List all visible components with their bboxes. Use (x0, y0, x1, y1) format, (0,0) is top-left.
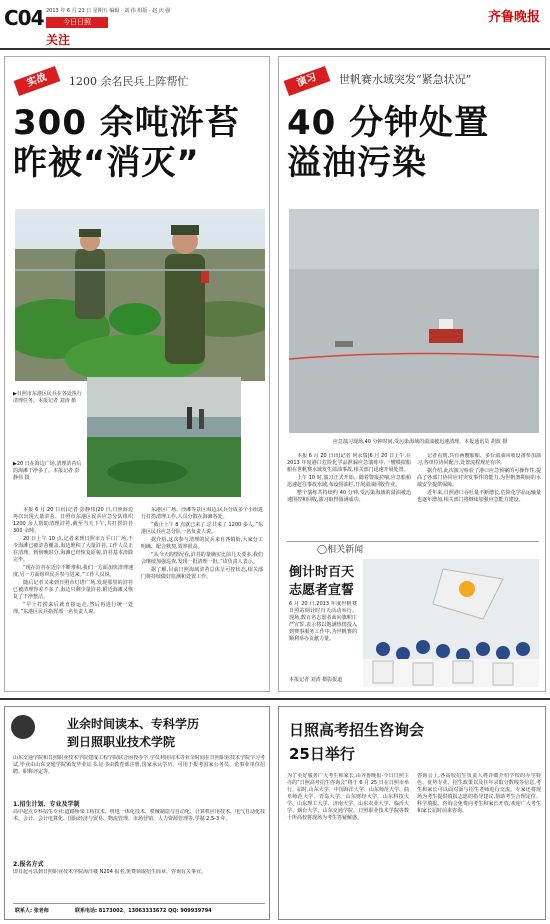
right-story (278, 56, 546, 692)
ad-section2-title: 2.报名方式 (13, 861, 44, 868)
ad-contact-person: 联系人: 张老师 (15, 908, 49, 914)
photo-caption: 应急演习现场,40 分钟时间,受污染海域的溢油被迅速清理。本报通讯员 胡波 摄 (333, 439, 508, 445)
page-header (0, 0, 550, 52)
left-story (4, 56, 270, 692)
ad-headline-line1: 业余时间读本、专科学历 (67, 717, 200, 731)
story-tab: 演习 (284, 66, 331, 96)
ad-contact-phone: 联系电话: 8173002、13063333672 QQ: 909939794 (75, 908, 212, 914)
section-divider (0, 698, 550, 700)
ad-divider (13, 903, 265, 904)
ad-section2-body: 即日起可以到日照职业技术学院海洋楼 N204 报名,免费领取招生简章、咨询有关事宜。 (13, 869, 207, 875)
ad-college (4, 706, 270, 920)
volunteers-photo (363, 559, 539, 687)
ad-headline-line2: 到日照职业技术学院 (67, 735, 176, 749)
ad-section1-title: 1.招生计划、专业及学制 (13, 801, 80, 808)
body-paragraph: 东港区广场、沙滩等景区海边,民兵分成多个小组进行打捞清理工作,人员分散在海滩各处。 (141, 507, 263, 520)
story-body-col2 (417, 453, 541, 537)
body-paragraph: 记者看到,共有两艘船舶、多台溢油回收设备参加演习,各单位协同配合,处置流程规范有序。 (417, 453, 541, 466)
photo1-caption: ▶日照市东港区民兵在各处执行清理任务。本报记者 刘涛 摄 (13, 391, 82, 404)
body-paragraph: “从今天的情况看,浒苔的量确实比前几天要多,我们会继续加强巡查,发现一批清理一批。”该负责人表示。 (141, 552, 263, 565)
caption-arrow-icon: ▶ (13, 391, 17, 397)
related-body: 6 月 20 日,2013 年度世帆赛日照站倒计时百天活动举行。现场,数百名志愿者面向旗帜庄严宣誓,表示将以饱满热情投入到赛事服务工作中,为世帆赛的顺利举办贡献力量。 (289, 601, 357, 642)
oil-spill-drill-photo (289, 209, 539, 433)
ad-headline-line2: 25日举行 (289, 745, 355, 763)
headline-line1: 40 分钟处置 (287, 103, 490, 143)
body-paragraph: 据介绍,此次演习检验了港口应急预案的可操作性,提高了各部门协同应对突发事件的能力,为世帆赛期间的水域安全提供保障。 (417, 468, 541, 488)
body-paragraph: “现在浒苔在近岸不断堆积,我们一方面加快清理速度,另一方面组织民兵参与进来。”工作人员说。 (13, 565, 133, 578)
ad-admission-fair (278, 706, 546, 920)
related-byline: 本报记者 刘涛 摄影报道 (289, 677, 343, 683)
section-tag: 今日日照 (46, 17, 108, 28)
body-paragraph: “早上打捞来后就直接运走,然后再进行统一处理。”东港区民兵指挥部一名负责人说。 (13, 602, 133, 615)
college-logo-icon (11, 715, 35, 739)
story-body-col1 (13, 507, 133, 687)
related-headline-line1: 倒计时百天 (289, 565, 355, 580)
body-paragraph: 近年来,日照港口吞吐量不断增长,危险化学品运输量也逐年增加,相关部门将继续加强应急能力建设。 (417, 490, 541, 503)
body-paragraph: 20 日上午 10 点,记者来到日照市万平口广场,不少海滩已被浒苔覆盖,海边堆积了大量浒苔,工作人员正在清理。到傍晚时分,海滩已经恢复原貌,浒苔基本清除完毕。 (13, 536, 133, 563)
body-paragraph: “截止上午 8 点就已来了,总共来了 1200 多人。”东港区民兵应急分队一名负责人说。 (141, 522, 263, 535)
ad-body: 山东交通学院和日照职业技术学院建成工程学院联合函授办学,学员利用周末等业余时间在日照职业技术学院学习考试,毕业由山东交通学院颁发毕业证书,证书由教育部注册,国家承认学历。可用于报考国家公务员、企事业单位招聘、职称评定等。 (13, 755, 265, 775)
story-kicker: 1200 余名民兵上阵帮忙 (69, 75, 189, 88)
body-paragraph: 据介绍,这次参与清理的民兵来自各镇街,大家分工明确、配合默契,效率很高。 (141, 537, 263, 550)
headline-line2: 昨被“消灭” (13, 143, 200, 183)
story-body-col2 (141, 507, 263, 687)
related-headline-line2: 志愿者宣誓 (289, 583, 355, 598)
ad-body-col1: 为了更好服务广大考生和家长,由齐鲁晚报·今日日照主办的“日照高考招生咨询会”将于 6 月 25 日在日照市举行。届时,山东大学、中国海洋大学、山东师范大学、曲阜师范大学、青岛大学、山东财经大学、山东科技大学、山东理工大学、济南大学、山东农业大学、临沂大学、烟台大学、山东交通学院、日照职业技术学院等数十所高校将现场为考生答疑解惑。 (287, 773, 409, 821)
soldiers-photo (15, 209, 265, 381)
body-paragraph: 本报 6 月 20 日讯(记者 何永瑞)6 月 20 日上午,在 2013 年度港口危险化学品泄漏应急演练中,一艘模拟船舶在世帆赛水域发生溢油事故,相关部门迅速开展处置。 (287, 453, 411, 473)
ad-section1-body: 高中起点专科招生专业:道路桥梁工程技术、机电一体化技术、机械制造与自动化、计算机应用技术、电气自动化技术、会计、会计电算化、国际经济与贸易、物流管理、市场营销、人力资源管理等,学制 2.5-3 年。 (13, 809, 265, 822)
story-body-col1 (287, 453, 411, 537)
circle-bullet-icon: ◯ (317, 545, 328, 555)
photo2-caption: ▶20 日在海边广场,清理浒苔后的海滩干净多了。本报记者 彭静伟 摄 (13, 461, 82, 481)
related-news-label: ◯相关新闻 (317, 545, 364, 555)
page-number: C04 (4, 6, 44, 30)
header-divider (0, 48, 550, 50)
body-paragraph: 本报 6 月 20 日讯(记者 彭静伟)20 日,日照海边再次出现大量浒苔。日照市东港区民兵应急分队组织 1200 余人帮助清理浒苔,截至当天下午,共打捞浒苔 300 余吨。 (13, 507, 133, 534)
header-date: 2013 年 6 月 21 日 星期五 编辑 · 刘 伟 组版 · 赵 庆 强 (46, 8, 171, 14)
related-news-bar (287, 541, 539, 555)
body-paragraph: 据了解,目前日照海域浒苔总体呈可控状态,相关部门将持续做好监测和处置工作。 (141, 567, 263, 580)
story-tab: 实战 (14, 66, 61, 96)
body-paragraph: 整个演练共持续约 40 分钟,受污染海域的溢油被迅速围控和回收,演习取得圆满成功。 (287, 490, 411, 503)
story-kicker: 世帆赛水域突发“紧急状况” (339, 73, 472, 86)
newspaper-logo: 齐鲁晚报 (487, 10, 540, 25)
section-title: 关注 (46, 33, 71, 47)
ad-headline-line1: 日照高考招生咨询会 (289, 721, 425, 739)
headline-line1: 300 余吨浒苔 (13, 103, 240, 143)
caption-arrow-icon: ▶ (13, 461, 17, 467)
headline-line2: 溢油污染 (287, 143, 427, 183)
beach-photo (87, 377, 241, 497)
body-paragraph: 上午 10 时,演习正式开始。随着警报拉响,应急船舶迅速赶往事故水域,布设围油栏,开展溢油回收作业。 (287, 475, 411, 488)
ad-body-col2: 咨询会上,各高校招生负责人将详细介绍学校的办学特色、优势专业、招生政策以及往年录取分数线等信息,考生和家长可以面对面与招生老师进行交流。专家还将现场为考生提供填报志愿的指导建议,帮助考生合理定位、科学填报。咨询会免费向考生和家长开放,欢迎广大考生和家长届时前来咨询。 (417, 773, 541, 814)
body-paragraph: 随后记者又来到日照市灯塔广场,发现那里的浒苔已被清理得差不多了,海边只剩少量浒苔,附近海滩又恢复了干净整洁。 (13, 580, 133, 600)
